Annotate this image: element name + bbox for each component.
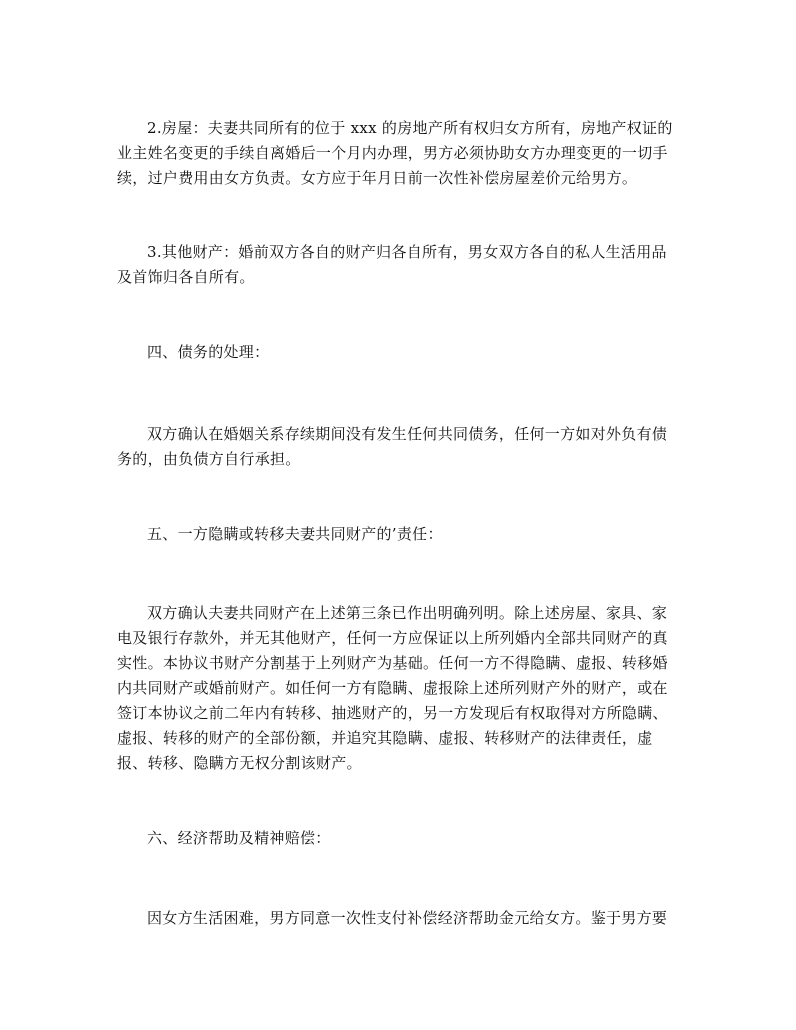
compensation-heading [117, 826, 683, 851]
paragraph-line: 因女方生活困难，男方同意一次性支付补偿经济帮助金元给女方。鉴于男方要 [147, 909, 668, 927]
paragraph-line: 双方确认在婚姻关系存续期间没有发生任何共同债务，任何一方如对外负有债 [147, 425, 668, 443]
paragraph-line: 报、转移、隐瞒方无权分割该财产。 [117, 754, 362, 772]
house-paragraph [117, 116, 683, 191]
paragraph-line: 业主姓名变更的手续自离婚后一个月内办理，男方必须协助女方办理变更的一切手 [117, 144, 668, 162]
concealment-heading [117, 522, 683, 547]
paragraph-line: 电及银行存款外，并无其他财产，任何一方应保证以上所列婚内全部共同财产的真 [117, 629, 668, 647]
paragraph-line: 虚报、转移的财产的全部份额，并追究其隐瞒、虚报、转移财产的法律责任，虚 [117, 729, 653, 747]
section-heading: 五、一方隐瞒或转移夫妻共同财产的’责任： [147, 525, 443, 543]
section-heading: 四、债务的处理： [147, 343, 270, 361]
paragraph-line: 3.其他财产：婚前双方各自的财产归各自所有，男女双方各自的私人生活用品 [147, 243, 667, 261]
other-property-paragraph [117, 240, 683, 290]
concealment-paragraph [117, 601, 683, 776]
debt-heading [117, 340, 683, 365]
paragraph-line: 2.房屋：夫妻共同所有的位于 xxx 的房地产所有权归女方所有，房地产权证的 [147, 119, 673, 137]
paragraph-line: 实性。本协议书财产分割基于上列财产为基础。任何一方不得隐瞒、虚报、转移婚 [117, 654, 668, 672]
compensation-paragraph [117, 906, 683, 931]
paragraph-line: 务的，由负债方自行承担。 [117, 450, 301, 468]
paragraph-line: 签订本协议之前二年内有转移、抽逃财产的，另一方发现后有权取得对方所隐瞒、 [117, 704, 668, 722]
paragraph-line: 及首饰归各自所有。 [117, 268, 255, 286]
paragraph-line: 内共同财产或婚前财产。如任何一方有隐瞒、虚报除上述所列财产外的财产，或在 [117, 679, 668, 697]
paragraph-line: 续，过户费用由女方负责。女方应于年月日前一次性补偿房屋差价元给男方。 [117, 169, 638, 187]
debt-paragraph [117, 422, 683, 472]
section-heading: 六、经济帮助及精神赔偿： [147, 829, 331, 847]
paragraph-line: 双方确认夫妻共同财产在上述第三条已作出明确列明。除上述房屋、家具、家 [147, 604, 668, 622]
